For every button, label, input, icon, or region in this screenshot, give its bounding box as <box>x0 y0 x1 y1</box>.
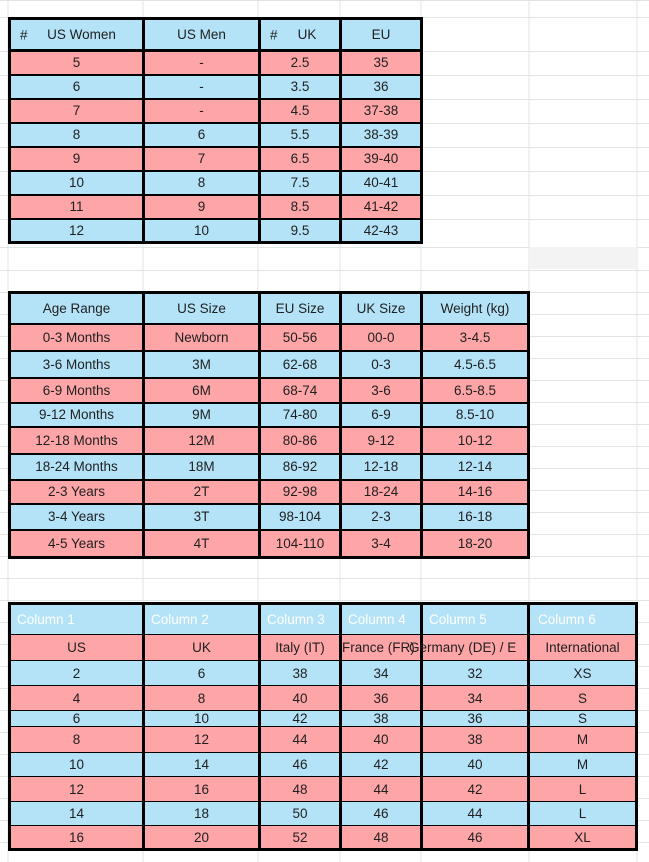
header-italy[interactable]: Italy (IT) <box>260 635 341 661</box>
table-cell[interactable]: 6 <box>10 75 144 99</box>
table-row <box>10 777 637 802</box>
table-cell[interactable]: 40-41 <box>341 171 422 195</box>
table-cell[interactable]: 46 <box>422 826 529 850</box>
table-cell[interactable]: XL <box>529 826 637 850</box>
table-cell[interactable]: 6 <box>144 661 260 686</box>
header-germany[interactable] <box>409 635 529 661</box>
table-cell[interactable]: 8 <box>10 727 144 753</box>
table-cell[interactable]: 40 <box>422 753 529 777</box>
table-cell[interactable]: 74-80 <box>260 403 341 427</box>
header-uk[interactable]: UK <box>144 635 260 661</box>
table-cell[interactable]: 46 <box>341 802 422 826</box>
table-cell[interactable]: 36 <box>341 75 422 99</box>
table-cell[interactable]: 34 <box>422 686 529 711</box>
table-cell[interactable]: 86-92 <box>260 454 341 480</box>
table-cell[interactable]: 98-104 <box>260 504 341 530</box>
table-cell[interactable]: 42 <box>260 711 341 727</box>
table-cell[interactable]: 10 <box>144 711 260 727</box>
table-cell[interactable]: 4.5-6.5 <box>422 351 529 378</box>
table-cell[interactable]: 50-56 <box>260 324 341 351</box>
column-header-4[interactable]: Column 4 <box>341 604 422 635</box>
column-header-1[interactable]: Column 1 <box>10 604 144 635</box>
table-row <box>10 826 637 850</box>
table-cell[interactable]: 3-6 Months <box>10 351 144 378</box>
table-cell[interactable]: 12M <box>144 427 260 454</box>
table-cell[interactable]: 38 <box>260 661 341 686</box>
table-cell[interactable]: 4-5 Years <box>10 530 144 558</box>
table-cell[interactable]: 2T <box>144 480 260 504</box>
table-cell[interactable]: 16 <box>144 777 260 802</box>
header-us-men[interactable]: US Men <box>144 19 260 51</box>
table-cell[interactable]: 18-24 Months <box>10 454 144 480</box>
table-cell[interactable]: 46 <box>260 753 341 777</box>
table-cell[interactable]: 3-4.5 <box>422 324 529 351</box>
clothing-size-table <box>8 602 638 851</box>
baby-size-table <box>8 291 530 559</box>
table-cell[interactable]: 12 <box>144 727 260 753</box>
table-cell[interactable]: 40 <box>260 686 341 711</box>
table-cell[interactable]: 10 <box>144 219 260 243</box>
table-cell[interactable]: 7.5 <box>260 171 341 195</box>
table-cell[interactable]: 18-24 <box>341 480 422 504</box>
table-cell[interactable]: 36 <box>422 711 529 727</box>
table-cell[interactable]: 41-42 <box>341 195 422 219</box>
table-cell[interactable]: 3.5 <box>260 75 341 99</box>
table-cell[interactable]: 10 <box>10 753 144 777</box>
table-row <box>10 195 422 219</box>
table-cell[interactable]: 3T <box>144 504 260 530</box>
table-cell[interactable]: 44 <box>341 777 422 802</box>
table-cell[interactable]: 48 <box>260 777 341 802</box>
table-cell[interactable]: 7 <box>10 99 144 123</box>
table-cell[interactable]: 6 <box>10 711 144 727</box>
table-cell[interactable]: 6 <box>144 123 260 147</box>
table-row <box>10 219 422 243</box>
header-us-size[interactable]: US Size <box>144 293 260 324</box>
table-cell[interactable]: 0-3 Months <box>10 324 144 351</box>
table-cell[interactable]: 9-12 <box>341 427 422 454</box>
table-cell[interactable]: S <box>529 711 637 727</box>
table-row <box>10 75 422 99</box>
table-cell[interactable]: 6-9 Months <box>10 378 144 403</box>
table-cell[interactable]: 3-4 <box>341 530 422 558</box>
table-row <box>10 403 529 427</box>
table-cell[interactable]: 42 <box>341 753 422 777</box>
table-cell[interactable]: 8 <box>144 686 260 711</box>
table-cell[interactable]: 52 <box>260 826 341 850</box>
table-row <box>10 727 637 753</box>
table-cell[interactable]: 6.5-8.5 <box>422 378 529 403</box>
table-row <box>10 171 422 195</box>
header-uk-size[interactable]: UK Size <box>341 293 422 324</box>
table-cell[interactable]: 44 <box>422 802 529 826</box>
table-cell[interactable]: 9-12 Months <box>10 403 144 427</box>
table-cell[interactable]: 12 <box>10 777 144 802</box>
header-age-range[interactable]: Age Range <box>10 293 144 324</box>
table-row <box>10 123 422 147</box>
column-header-6[interactable]: Column 6 <box>529 604 637 635</box>
table-cell[interactable]: 00-0 <box>341 324 422 351</box>
table-cell[interactable]: 6M <box>144 378 260 403</box>
table-cell[interactable]: 5.5 <box>260 123 341 147</box>
hash-symbol: # <box>20 27 28 42</box>
table-cell[interactable]: 12-18 Months <box>10 427 144 454</box>
table-row <box>10 51 422 75</box>
table-row <box>10 99 422 123</box>
hash-symbol: # <box>270 27 278 42</box>
table-cell[interactable]: 3-6 <box>341 378 422 403</box>
table-cell[interactable]: 3-4 Years <box>10 504 144 530</box>
table-cell[interactable]: M <box>529 753 637 777</box>
table-row <box>10 324 529 351</box>
table-cell[interactable]: 18 <box>144 802 260 826</box>
table-cell[interactable]: 9M <box>144 403 260 427</box>
table-row <box>10 504 529 530</box>
table-cell[interactable]: 32 <box>422 661 529 686</box>
column-header-5[interactable]: Column 5 <box>422 604 529 635</box>
header-us-women[interactable] <box>10 19 144 51</box>
table-cell[interactable]: 10-12 <box>422 427 529 454</box>
column-header-2[interactable]: Column 2 <box>144 604 260 635</box>
table-cell[interactable]: 7 <box>144 147 260 171</box>
table-cell[interactable]: 16 <box>10 826 144 850</box>
table-cell[interactable]: 38-39 <box>341 123 422 147</box>
shoe-size-table <box>8 17 423 244</box>
table-cell[interactable]: L <box>529 802 637 826</box>
table-cell[interactable]: 12-14 <box>422 454 529 480</box>
table-cell[interactable]: 35 <box>341 51 422 75</box>
table-row <box>10 454 529 480</box>
header-weight[interactable]: Weight (kg) <box>422 293 529 324</box>
table-cell[interactable]: 2-3 <box>341 504 422 530</box>
table-cell[interactable]: - <box>144 75 260 99</box>
table-cell[interactable]: 38 <box>422 727 529 753</box>
table-cell[interactable]: 80-86 <box>260 427 341 454</box>
table-cell[interactable]: 62-68 <box>260 351 341 378</box>
table-row <box>10 753 637 777</box>
table-cell[interactable]: L <box>529 777 637 802</box>
table-cell[interactable]: 14 <box>10 802 144 826</box>
table-row <box>10 661 637 686</box>
table-cell[interactable]: 4.5 <box>260 99 341 123</box>
table-cell[interactable]: 10 <box>10 171 144 195</box>
table-cell[interactable]: 14 <box>144 753 260 777</box>
table-row <box>10 427 529 454</box>
table-cell[interactable]: S <box>529 686 637 711</box>
table-cell[interactable]: 16-18 <box>422 504 529 530</box>
table-cell[interactable]: Newborn <box>144 324 260 351</box>
table-row <box>10 147 422 171</box>
table-cell[interactable]: 2-3 Years <box>10 480 144 504</box>
table-row <box>10 686 637 711</box>
table-cell[interactable]: 4 <box>10 686 144 711</box>
table-row <box>10 530 529 558</box>
table-cell[interactable]: 6-9 <box>341 403 422 427</box>
header-eu[interactable]: EU <box>341 19 422 51</box>
table-cell[interactable]: 48 <box>341 826 422 850</box>
table-cell[interactable]: 9.5 <box>260 219 341 243</box>
table-cell[interactable]: 2 <box>10 661 144 686</box>
table-cell[interactable]: 0-3 <box>341 351 422 378</box>
header-international[interactable]: International <box>529 635 637 661</box>
header-eu-size[interactable]: EU Size <box>260 293 341 324</box>
table-cell[interactable]: 34 <box>341 661 422 686</box>
header-germany-label: Germany (DE) / E <box>409 640 517 655</box>
header-label: US Women <box>47 27 116 42</box>
table-cell[interactable]: 37-38 <box>341 99 422 123</box>
table-cell[interactable]: 42 <box>422 777 529 802</box>
table-cell[interactable]: 5 <box>10 51 144 75</box>
table-cell[interactable]: 39-40 <box>341 147 422 171</box>
table-cell[interactable]: 14-16 <box>422 480 529 504</box>
header-us[interactable]: US <box>10 635 144 661</box>
table-cell[interactable]: 8 <box>10 123 144 147</box>
table-cell[interactable]: - <box>144 51 260 75</box>
header-label: UK <box>297 27 317 42</box>
table-cell[interactable]: 18M <box>144 454 260 480</box>
table-cell[interactable]: 38 <box>341 711 422 727</box>
header-uk[interactable] <box>260 19 341 51</box>
table-cell[interactable]: 40 <box>341 727 422 753</box>
table-cell[interactable]: 20 <box>144 826 260 850</box>
table-cell[interactable]: 50 <box>260 802 341 826</box>
table-cell[interactable]: M <box>529 727 637 753</box>
header-france[interactable]: France (FR) <box>341 635 422 661</box>
table-cell[interactable]: 8 <box>144 171 260 195</box>
table-cell[interactable]: 6.5 <box>260 147 341 171</box>
table-row <box>10 378 529 403</box>
table-cell[interactable]: 18-20 <box>422 530 529 558</box>
column-header-3[interactable]: Column 3 <box>260 604 341 635</box>
table-row <box>10 711 637 727</box>
table-cell[interactable]: 3M <box>144 351 260 378</box>
table-cell[interactable]: 92-98 <box>260 480 341 504</box>
table-row <box>10 351 529 378</box>
table-cell[interactable]: XS <box>529 661 637 686</box>
table-cell[interactable]: 36 <box>341 686 422 711</box>
table-cell[interactable]: 4T <box>144 530 260 558</box>
table-cell[interactable]: 9 <box>10 147 144 171</box>
table-cell[interactable]: 44 <box>260 727 341 753</box>
table-cell[interactable]: 42-43 <box>341 219 422 243</box>
table-cell[interactable]: 104-110 <box>260 530 341 558</box>
table-cell[interactable]: 12-18 <box>341 454 422 480</box>
table-cell[interactable]: 8.5 <box>260 195 341 219</box>
table-cell[interactable]: - <box>144 99 260 123</box>
table-cell[interactable]: 8.5-10 <box>422 403 529 427</box>
table-cell[interactable]: 9 <box>144 195 260 219</box>
table-cell[interactable]: 68-74 <box>260 378 341 403</box>
table-row <box>10 802 637 826</box>
table-cell[interactable]: 2.5 <box>260 51 341 75</box>
table-cell[interactable]: 12 <box>10 219 144 243</box>
table-cell[interactable]: 11 <box>10 195 144 219</box>
table-row <box>10 480 529 504</box>
